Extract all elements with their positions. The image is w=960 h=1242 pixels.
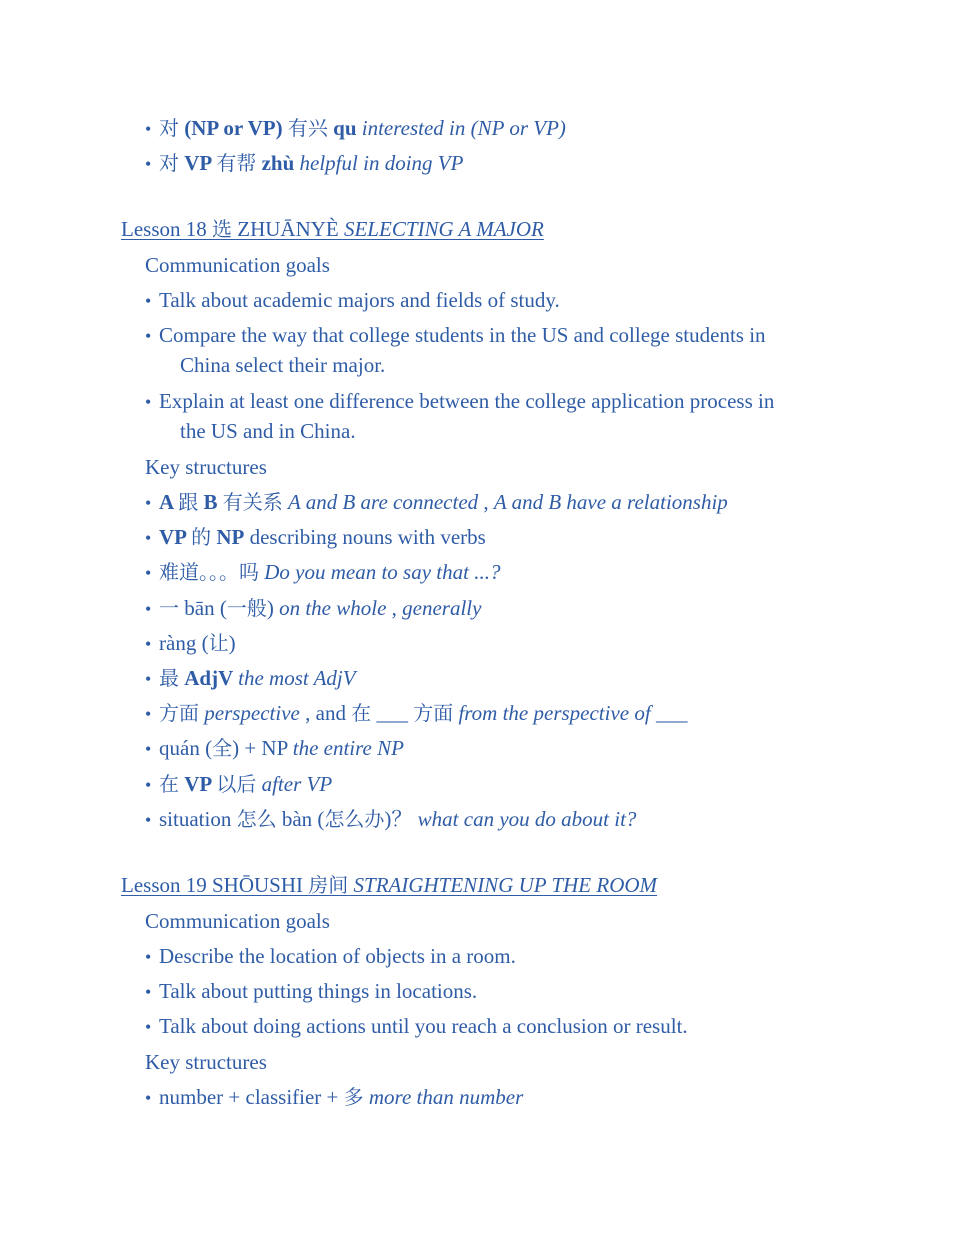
chinese-text: 对 (159, 151, 179, 175)
english-gloss: interested in (NP or VP) (361, 116, 566, 140)
bullet-icon: • (145, 634, 152, 654)
intro-item (145, 149, 463, 178)
english-gloss: the most AdjV (238, 666, 356, 690)
chinese-text: 在 (159, 772, 179, 796)
structure-item (145, 488, 728, 517)
key-structures-label: Key structures (145, 455, 267, 479)
bullet-icon: • (145, 119, 152, 139)
plain-text: ) (228, 631, 236, 655)
communication-goals-label: Communication goals (145, 909, 330, 933)
structure-item (145, 1083, 523, 1112)
plain-text: bàn ( (276, 807, 325, 831)
pattern-text: NP (211, 525, 245, 549)
structure-item (145, 805, 636, 834)
english-gloss: the entire NP (292, 736, 404, 760)
bullet-icon: • (145, 947, 152, 967)
plain-text: ) + NP (232, 736, 293, 760)
goal-item: • Talk about academic majors and fields of study. (145, 286, 560, 315)
structure-item (145, 664, 356, 693)
english-gloss: after VP (256, 772, 333, 796)
english-gloss: perspective (199, 701, 300, 725)
goal-item: • Describe the location of objects in a room. (145, 942, 516, 971)
bullet-icon: • (145, 810, 152, 830)
lesson-18-heading-link[interactable] (121, 215, 544, 243)
chinese-text: 有帮 (216, 151, 257, 175)
structure-item (145, 523, 486, 552)
bullet-icon: • (145, 739, 152, 759)
structure-item (145, 558, 500, 587)
bullet-icon: • (145, 669, 152, 689)
plain-text: , (386, 596, 403, 620)
pattern-text: zhù (256, 151, 300, 175)
goal-item: • Explain at least one difference between the college application process in (145, 387, 774, 416)
pattern-text: qu (327, 116, 362, 140)
heading-mid: ZHUĀNYÈ (232, 217, 344, 241)
heading-prefix: Lesson 19 SHŌUSHI (121, 873, 309, 897)
bullet-icon: • (145, 392, 152, 412)
plain-text: bān ( (179, 596, 227, 620)
plain-text: quán ( (159, 736, 213, 760)
structure-item (145, 770, 332, 799)
bullet-icon: • (145, 704, 152, 724)
plain-text: situation (159, 807, 237, 831)
key-structures-label: Key structures (145, 1050, 267, 1074)
structure-item (145, 594, 481, 623)
chinese-text: 方面 (413, 701, 454, 725)
chinese-text: 有兴 (287, 116, 328, 140)
plain-text: , and (299, 701, 352, 725)
english-gloss: from the perspective of ___ (453, 701, 688, 725)
chinese-text: 以后 (216, 772, 257, 796)
structure-item (145, 734, 404, 763)
chinese-text: 全 (212, 736, 233, 760)
chinese-text: 一般 (226, 596, 267, 620)
bullet-icon: • (145, 528, 152, 548)
heading-prefix: Lesson 18 (121, 217, 212, 241)
communication-goals-label: Communication goals (145, 253, 330, 277)
chinese-text: 怎么 (236, 807, 277, 831)
goal-item-continuation: the US and in China. (180, 419, 356, 443)
chinese-text: 跟 (178, 490, 199, 514)
goal-item: • Compare the way that college students in the US and college students in (145, 321, 766, 350)
goal-item: • Talk about doing actions until you reach a conclusion or result. (145, 1012, 688, 1041)
plain-text: ràng ( (159, 631, 209, 655)
bullet-icon: • (145, 326, 152, 346)
plain-text: ) (266, 596, 280, 620)
bullet-icon: • (145, 982, 152, 1002)
chinese-text: 在 (351, 701, 372, 725)
goal-item-continuation: China select their major. (180, 353, 386, 377)
bullet-icon: • (145, 563, 152, 583)
structure-item (145, 699, 687, 728)
heading-english: STRAIGHTENING UP THE ROOM (353, 873, 658, 897)
chinese-text: 的 (191, 525, 212, 549)
plain-text: describing nouns with verbs (244, 525, 486, 549)
pattern-text: (NP or VP) (179, 116, 288, 140)
bullet-icon: • (145, 291, 152, 311)
bullet-icon: • (145, 154, 152, 174)
pattern-text: VP (179, 772, 217, 796)
pattern-text: VP (179, 151, 217, 175)
plain-text: ___ (371, 701, 414, 725)
intro-item (145, 114, 566, 143)
bullet-icon: • (145, 1017, 152, 1037)
bullet-icon: • (145, 775, 152, 795)
heading-cjk: 选 (212, 217, 232, 241)
english-gloss: Do you mean to say that ...? (259, 560, 501, 584)
bullet-icon: • (145, 599, 152, 619)
heading-cjk: 房间 (308, 873, 349, 897)
english-gloss: A and B have a relationship (493, 490, 728, 514)
plain-text: number + classifier + (159, 1085, 344, 1109)
pattern-text: AdjV (179, 666, 239, 690)
lesson-19-heading-link[interactable] (121, 871, 657, 899)
english-gloss: on the whole (279, 596, 387, 620)
english-gloss: what can you do about it? (417, 807, 637, 831)
pattern-text: B (198, 490, 223, 514)
chinese-text: 一 (159, 596, 179, 620)
chinese-text: 最 (159, 666, 179, 690)
chinese-text: 怎么办 (324, 807, 385, 831)
goal-item: • Talk about putting things in locations. (145, 977, 477, 1006)
chinese-text: 多 (343, 1085, 364, 1109)
structure-item (145, 629, 236, 658)
english-gloss: helpful in doing VP (299, 151, 464, 175)
chinese-text: 有关系 (222, 490, 283, 514)
bullet-icon: • (145, 493, 152, 513)
pattern-text: VP (159, 525, 192, 549)
bullet-icon: • (145, 1088, 152, 1108)
chinese-text: 对 (159, 116, 179, 140)
heading-english: SELECTING A MAJOR (343, 217, 544, 241)
pattern-text: A (159, 490, 179, 514)
chinese-text: 难道。。。吗 (159, 560, 259, 584)
chinese-text: 方面 (159, 701, 199, 725)
english-gloss: generally (402, 596, 482, 620)
english-gloss: A and B are connected (282, 490, 479, 514)
chinese-text: 让 (208, 631, 229, 655)
english-gloss: more than number (363, 1085, 524, 1109)
plain-text: , (478, 490, 494, 514)
plain-text: )？ (384, 807, 418, 831)
